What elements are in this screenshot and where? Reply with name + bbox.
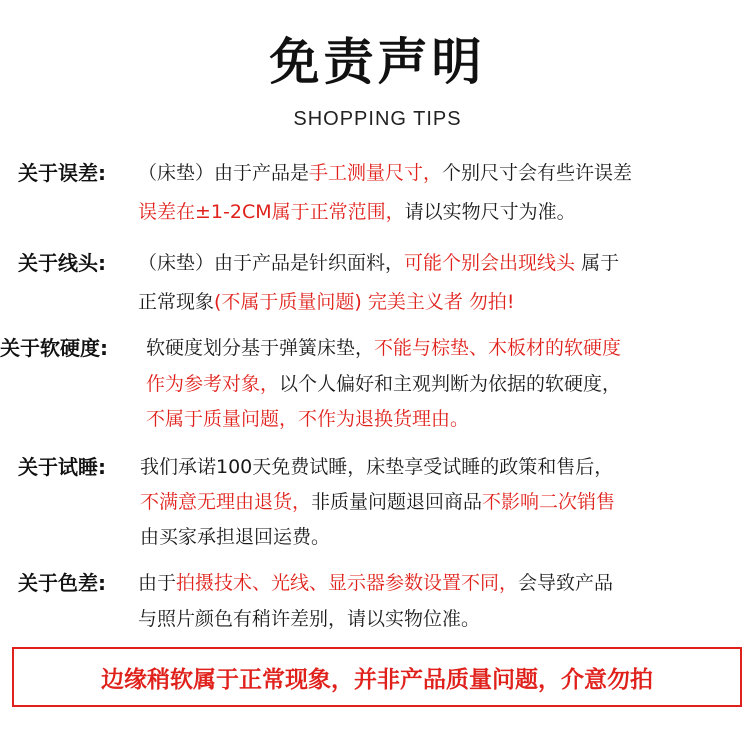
item-text-line (138, 158, 632, 185)
item-text-line (140, 487, 615, 514)
body-text: 与照片颜色有稍许差别，请以实物位准。 (138, 608, 481, 630)
item-text-line (138, 568, 613, 595)
highlight-text: 不影响二次销售 (482, 491, 616, 513)
body-text: 由买家承担退回运费。 (140, 526, 331, 548)
body-text: 属于 (575, 252, 620, 274)
item-text-line (138, 248, 619, 275)
item-label: 关于误差: (18, 161, 106, 185)
body-text: 软硬度划分基于弹簧床垫， (146, 337, 375, 359)
highlight-text: 不能与棕垫、木板材的软硬度 (374, 337, 622, 359)
item-text-line (138, 604, 480, 631)
item-text-line (140, 452, 613, 479)
item-label: 关于色差: (18, 571, 106, 595)
item-label: 关于软硬度: (0, 336, 108, 360)
highlight-text: 误差在±1-2CM属于正常范围， (138, 201, 405, 223)
item-label: 关于线头: (18, 251, 106, 275)
body-text: 正常现象 (138, 291, 215, 313)
body-text: （床垫）由于产品是针织面料， (138, 252, 405, 274)
body-text: 非质量问题退回商品 (311, 491, 483, 513)
highlight-text: 作为参考对象， (146, 373, 280, 395)
highlight-text: 不属于质量问题，不作为退换货理由。 (146, 408, 470, 430)
body-text: 由于 (138, 572, 177, 594)
item-text-line (146, 404, 469, 431)
item-text-line (140, 522, 330, 549)
notice-box (12, 647, 742, 707)
item-text-line (146, 369, 621, 396)
page-subtitle: SHOPPING TIPS (293, 108, 462, 130)
body-text: 会导致产品 (518, 572, 614, 594)
item-label: 关于试睡: (18, 455, 106, 479)
body-text: 个别尺寸会有些许误差 (442, 162, 633, 184)
item-text-line (146, 333, 621, 360)
item-text-line (138, 197, 576, 224)
highlight-text: (不属于质量问题) 完美主义者 勿拍! (214, 291, 515, 313)
item-text-line (138, 287, 515, 314)
body-text: （床垫）由于产品是 (138, 162, 310, 184)
body-text: 我们承诺100天免费试睡，床垫享受试睡的政策和售后， (140, 456, 614, 478)
highlight-text: 手工测量尺寸， (309, 162, 443, 184)
notice-text: 边缘稍软属于正常现象，并非产品质量问题，介意勿拍 (101, 666, 653, 693)
highlight-text: 不满意无理由退货， (140, 491, 312, 513)
page-title: 免责声明 (269, 33, 486, 91)
highlight-text: 可能个别会出现线头 (404, 252, 576, 274)
highlight-text: 拍摄技术、光线、显示器参数设置不同， (176, 572, 519, 594)
body-text: 以个人偏好和主观判断为依据的软硬度， (279, 373, 622, 395)
body-text: 请以实物尺寸为准。 (404, 201, 576, 223)
